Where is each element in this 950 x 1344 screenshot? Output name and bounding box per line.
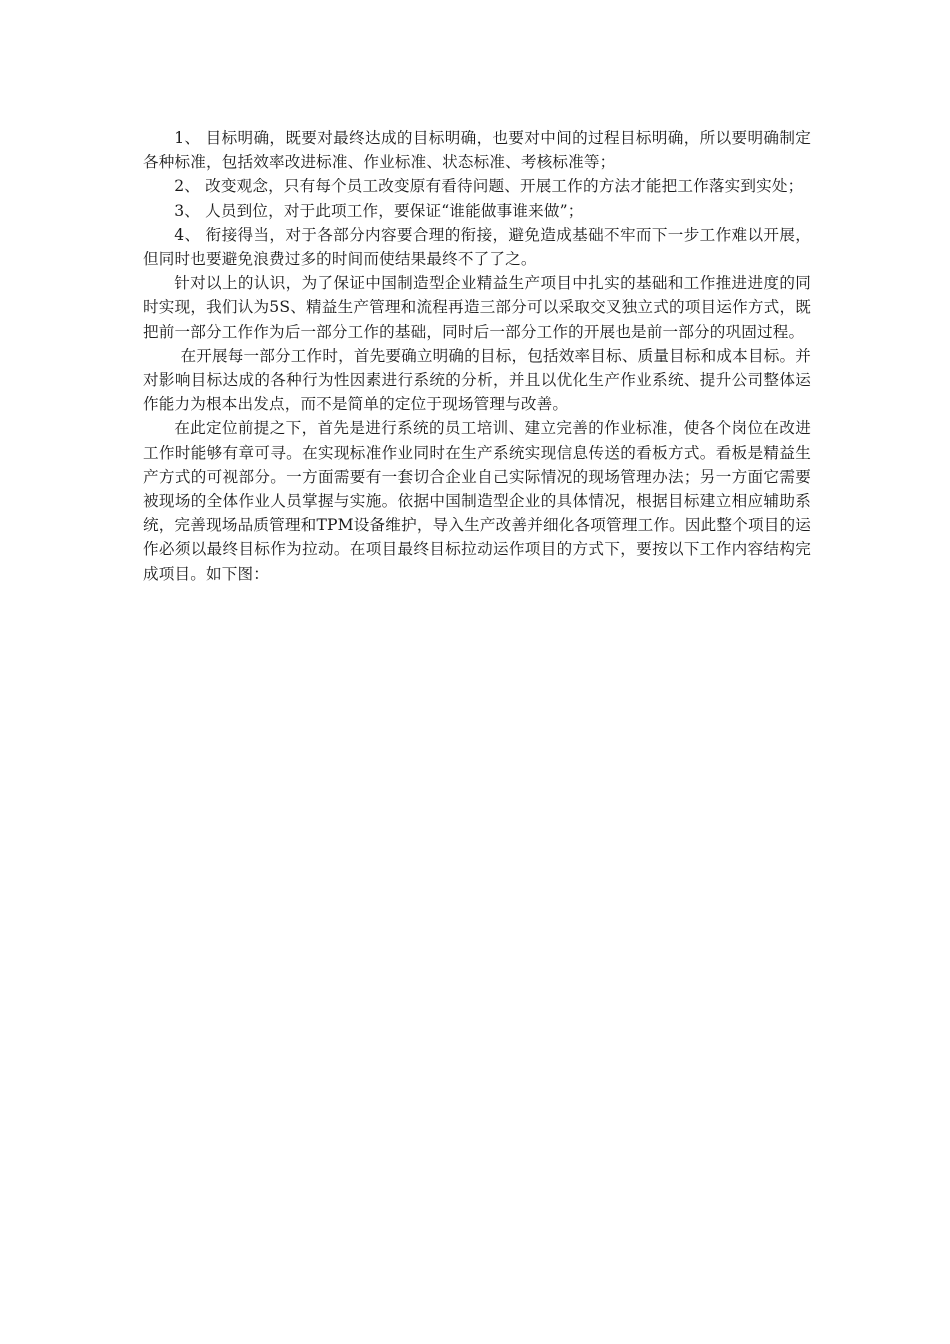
list-item-change-mindset: 2、 改变观念，只有每个员工改变原有看待问题、开展工作的方法才能把工作落实到实处； xyxy=(174,177,804,196)
paragraph-implementation: 在此定位前提之下，首先是进行系统的员工培训、建立完善的作业标准，使各个岗位在改进工作时能够有章可寻。在实现标准作业同时在生产系统实现信息传送的看板方式。看板是精益生产方式的可视部分。一方面需要有一套切合企业自己实际情况的现场管理办法；另一方面它需要被现场的全体作业人员掌握与实施。依据中国制造型企业的具体情况，根据目标建立相应辅助系统，完善现场品质管理和TPM设备维护，导入生产改善并细化各项管理工作。因此整个项目的运作必须以最终目标作为拉动。在项目最终目标拉动运作项目的方式下，要按以下工作内容结构完成项目。如下图： xyxy=(143,419,811,583)
paragraph-approach: 针对以上的认识，为了保证中国制造型企业精益生产项目中扎实的基础和工作推进进度的同时实现，我们认为5S、精益生产管理和流程再造三部分可以采取交叉独立式的项目运作方式，既把前一部分工作作为后一部分工作的基础，同时后一部分工作的开展也是前一部分的巩固过程。 xyxy=(143,274,811,341)
document-body xyxy=(143,126,811,586)
paragraph-goals: 在开展每一部分工作时，首先要确立明确的目标，包括效率目标、质量目标和成本目标。并对影响目标达成的各种行为性因素进行系统的分析，并且以优化生产作业系统、提升公司整体运作能力为根本出发点，而不是简单的定位于现场管理与改善。 xyxy=(143,346,811,414)
list-item-goal-clarity: 1、 目标明确，既要对最终达成的目标明确，也要对中间的过程目标明确，所以要明确制定各种标准，包括效率改进标准、作业标准、状态标准、考核标准等； xyxy=(143,129,811,172)
list-item-staffing: 3、 人员到位，对于此项工作，要保证“谁能做事谁来做”； xyxy=(174,201,584,220)
list-item-coordination: 4、 衔接得当，对于各部分内容要合理的衔接，避免造成基础不牢而下一步工作难以开展，但同时也要避免浪费过多的时间而使结果最终不了了之。 xyxy=(143,225,811,269)
